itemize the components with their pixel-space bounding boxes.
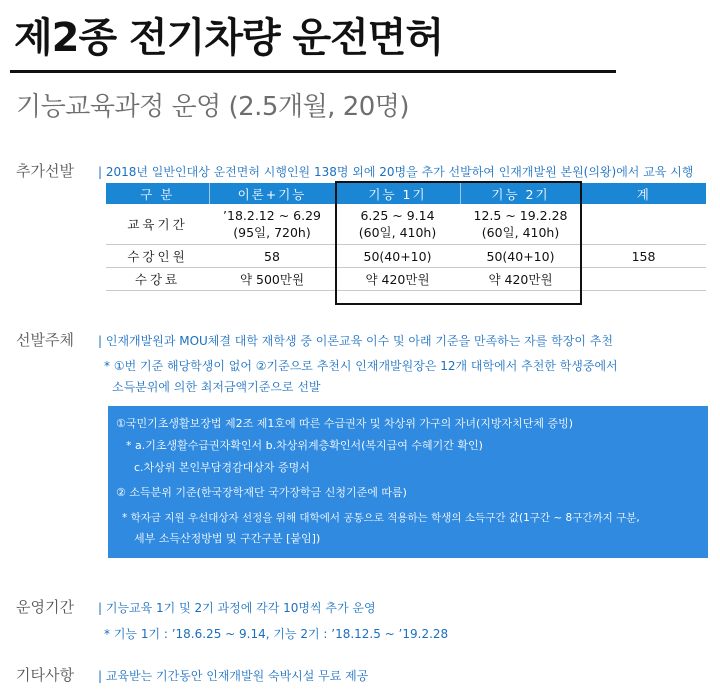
section-label-period: 운영기간 bbox=[16, 598, 74, 616]
table-cell: 약 420만원 bbox=[335, 268, 460, 291]
title-underline bbox=[10, 70, 616, 73]
table-cell: ’18.2.12 ~ 6.29 (95일, 720h) bbox=[209, 204, 335, 245]
table-cell: 약 500만원 bbox=[209, 268, 335, 291]
table-header: 기능 1기 bbox=[335, 183, 460, 204]
selection-note-2: 소득분위에 의한 최저금액기준으로 선발 bbox=[112, 380, 321, 394]
table-cell bbox=[581, 268, 706, 291]
table-row bbox=[106, 245, 706, 268]
section-text-selection: | 인재개발원과 MOU체결 대학 재학생 중 이론교육 이수 및 아래 기준을 만족하는 자를 학장이 추천 bbox=[98, 334, 613, 348]
table-cell bbox=[581, 204, 706, 245]
page-subtitle: 기능교육과정 운영 (2.5개월, 20명) bbox=[16, 92, 410, 122]
table-cell: 50(40+10) bbox=[460, 245, 581, 268]
table-cell: 158 bbox=[581, 245, 706, 268]
section-label-other: 기타사항 bbox=[16, 666, 74, 684]
training-table bbox=[106, 183, 706, 291]
table-cell: 12.5 ~ 19.2.28 (60일, 410h) bbox=[460, 204, 581, 245]
table-header: 계 bbox=[581, 183, 706, 204]
table-header: 기능 2기 bbox=[460, 183, 581, 204]
period-note: * 기능 1기 : ’18.6.25 ~ 9.14, 기능 2기 : ’18.12.5 ~ ’19.2.28 bbox=[104, 627, 449, 641]
table-cell: 약 420만원 bbox=[460, 268, 581, 291]
section-label-selection: 선발주체 bbox=[16, 331, 74, 349]
criteria-line: ② 소득분위 기준(한국장학재단 국가장학금 신청기준에 따름) bbox=[116, 486, 407, 499]
criteria-line: * a.기초생활수급권자확인서 b.차상위계층확인서(복지급여 수혜기간 확인) bbox=[126, 439, 483, 452]
row-label: 수강료 bbox=[106, 268, 209, 291]
criteria-line: c.차상위 본인부담경감대상자 증명서 bbox=[134, 461, 310, 474]
section-text-period: | 기능교육 1기 및 2기 과정에 각각 10명씩 추가 운영 bbox=[98, 601, 376, 615]
table-cell: 58 bbox=[209, 245, 335, 268]
other-text: 교육받는 기간동안 인재개발원 숙박시설 무료 제공 bbox=[105, 669, 369, 683]
criteria-line: * 학자금 지원 우선대상자 선정을 위해 대학에서 공통으로 적용하는 학생의 소득구간 값(1구간 ~ 8구간까지 구분, bbox=[122, 512, 640, 524]
period-text: 기능교육 1기 및 2기 과정에 각각 10명씩 추가 운영 bbox=[105, 601, 376, 615]
selection-note-1: * ①번 기준 해당학생이 없어 ②기준으로 추천시 인재개발원장은 12개 대학에서 추천한 학생중에서 bbox=[104, 359, 618, 373]
table-cell: 50(40+10) bbox=[335, 245, 460, 268]
table-header: 구 분 bbox=[106, 183, 209, 204]
section-text-additional: | 2018년 일반인대상 운전면허 시행인원 138명 외에 20명을 추가 선발하여 인재개발원 본원(의왕)에서 교육 시행 bbox=[98, 165, 694, 179]
table-header: 이론+기능 bbox=[209, 183, 335, 204]
selection-text: 인재개발원과 MOU체결 대학 재학생 중 이론교육 이수 및 아래 기준을 만족하는 자를 학장이 추천 bbox=[105, 334, 613, 348]
section-label-additional: 추가선발 bbox=[16, 162, 74, 180]
page-title: 제2종 전기차량 운전면허 bbox=[14, 15, 444, 61]
table-row bbox=[106, 204, 706, 245]
table-row bbox=[106, 268, 706, 291]
criteria-line: 세부 소득산정방법 및 구간구분 [붙임]) bbox=[134, 532, 321, 545]
row-label: 교육기간 bbox=[106, 204, 209, 245]
additional-text: 2018년 일반인대상 운전면허 시행인원 138명 외에 20명을 추가 선발하여 인재개발원 본원(의왕)에서 교육 시행 bbox=[105, 165, 694, 179]
row-label: 수강인원 bbox=[106, 245, 209, 268]
criteria-box bbox=[108, 406, 708, 558]
criteria-line: ①국민기초생활보장법 제2조 제1호에 따른 수급권자 및 차상위 가구의 자녀(지방자치단체 증빙) bbox=[116, 417, 574, 430]
table-cell: 6.25 ~ 9.14 (60일, 410h) bbox=[335, 204, 460, 245]
section-text-other: | 교육받는 기간동안 인재개발원 숙박시설 무료 제공 bbox=[98, 669, 369, 683]
